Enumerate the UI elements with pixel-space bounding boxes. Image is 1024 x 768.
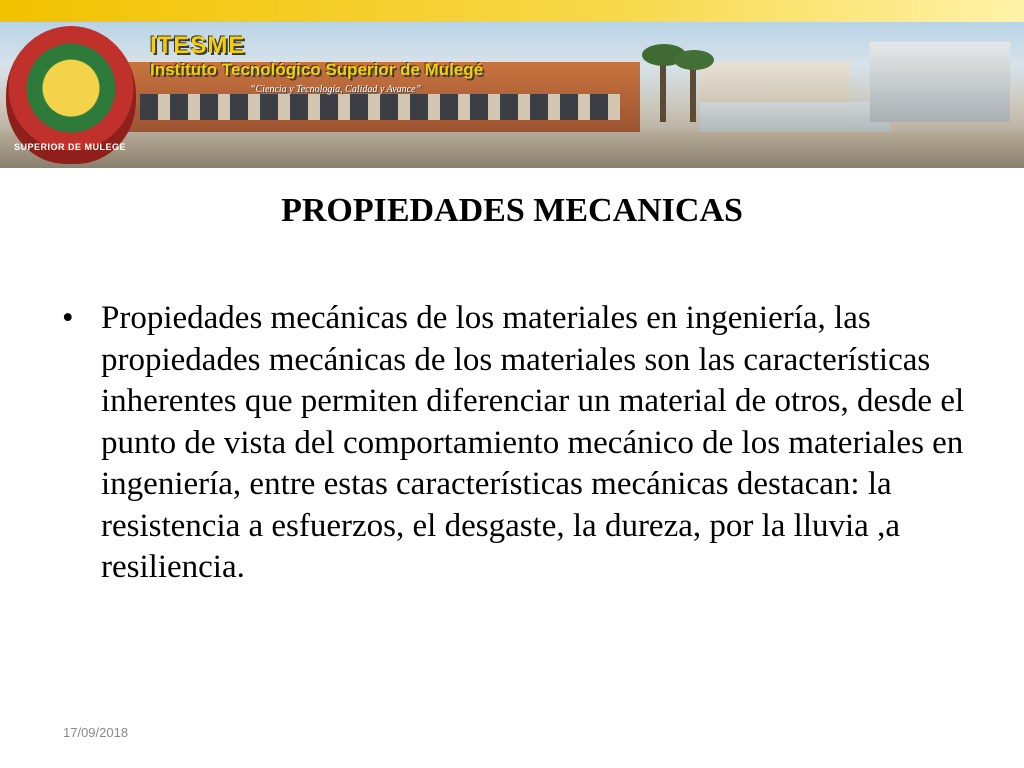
- header-banner: [0, 0, 1024, 168]
- bullet-icon: •: [62, 300, 74, 336]
- institute-name: Instituto Tecnológico Superior de Mulegé: [150, 60, 484, 79]
- ground: [0, 132, 1024, 168]
- emblem-text: SUPERIOR DE MULEGE: [14, 142, 127, 152]
- slide-date: 17/09/2018: [63, 725, 129, 740]
- bullet-text: Propiedades mecánicas de los materiales en ingeniería, las propiedades mecánicas de los materiales son las características inherentes que permiten diferenciar un material de otros, desde el punto de vista del comportamiento mecánico de los materiales en ingeniería, entre estas características mecánicas destacan: la resistencia a esfuerzos, el desgaste, la dureza, por la lluvia ,a resiliencia.: [101, 300, 965, 586]
- building-far-right: [870, 42, 1010, 122]
- building-windows: [140, 94, 620, 120]
- acronym-logo: ITESME: [150, 32, 246, 59]
- banner-yellow-strip: [0, 0, 1024, 22]
- slide-body: [62, 298, 977, 589]
- institute-motto: “Ciencia y Tecnología, Calidad y Avance”: [250, 84, 422, 95]
- slide-title: PROPIEDADES MECANICAS: [281, 192, 743, 229]
- palm-leaves-2: [674, 50, 714, 70]
